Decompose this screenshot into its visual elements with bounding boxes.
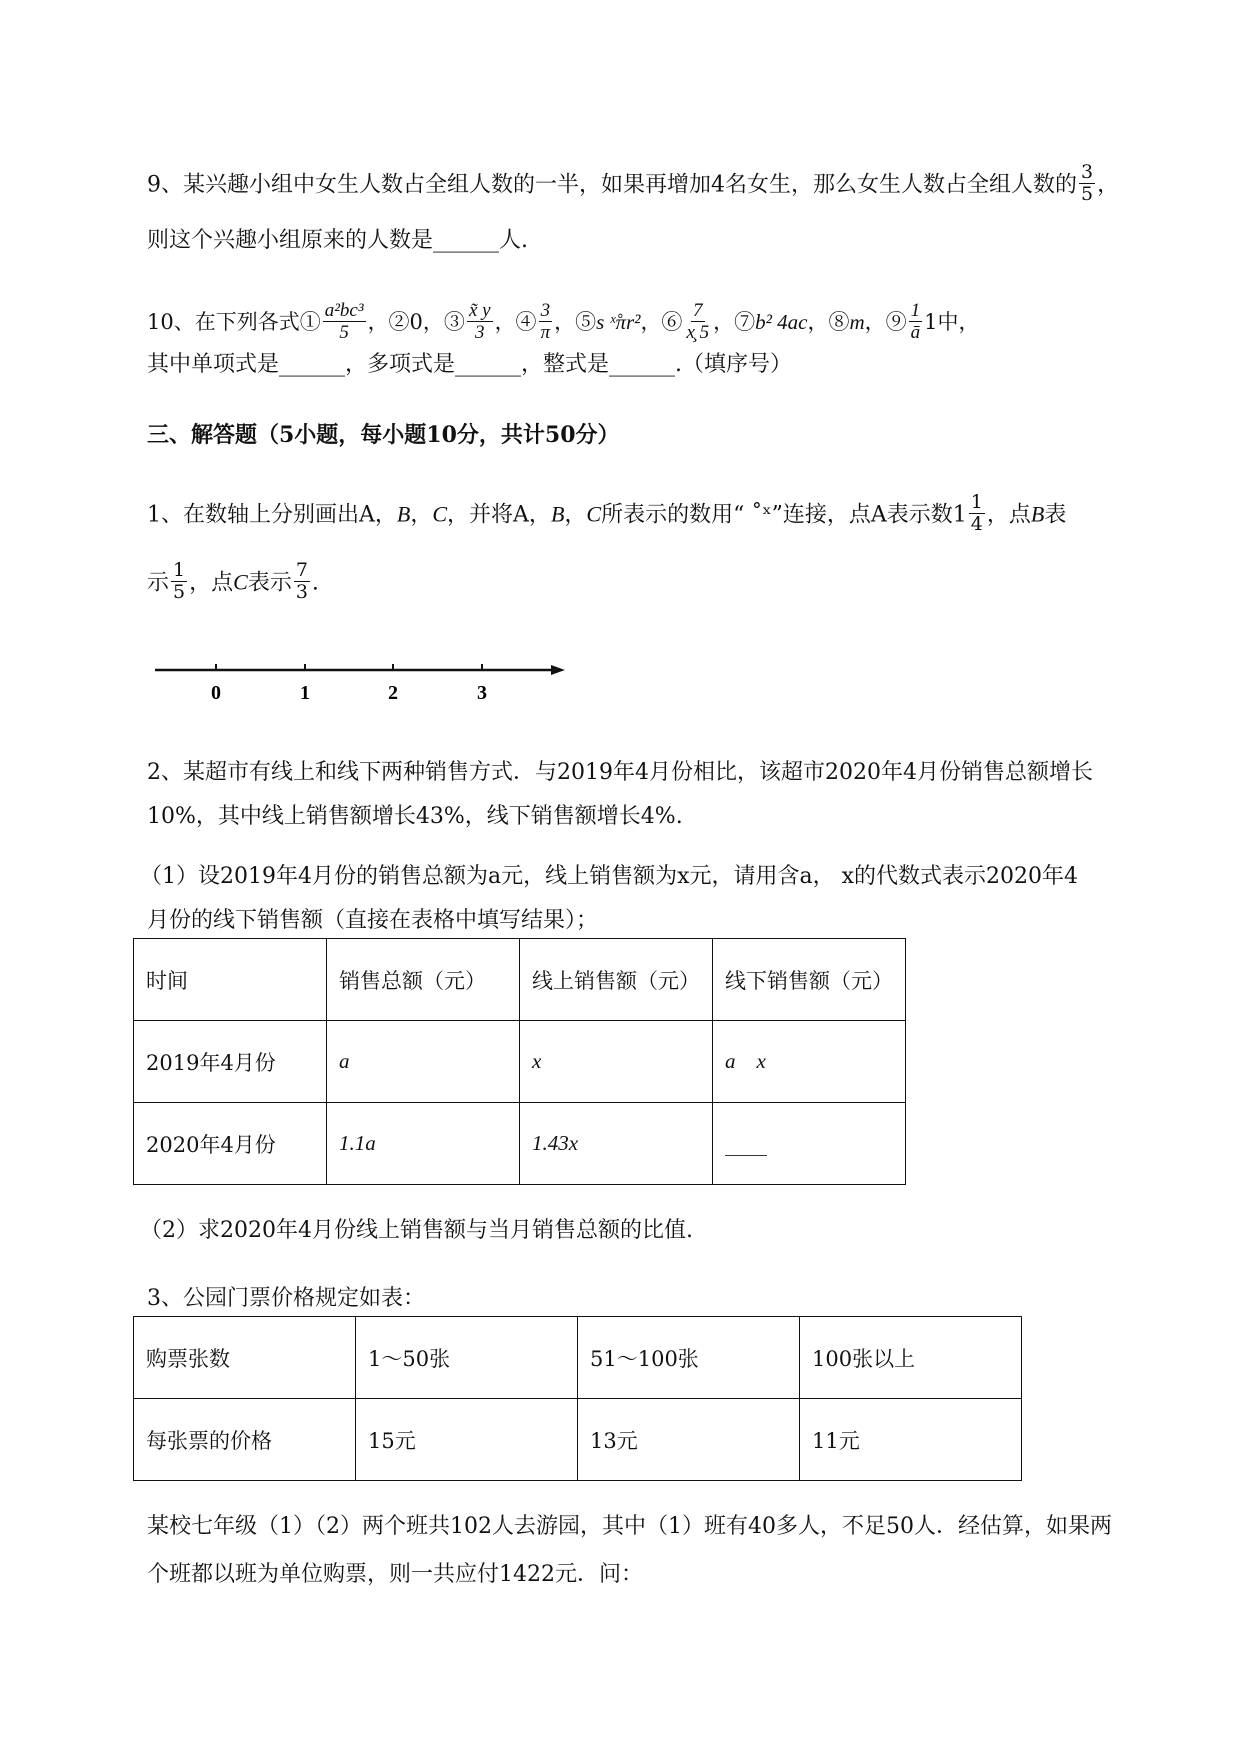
fraction-one-quarter: $\frac{1}{4}$ xyxy=(970,491,983,535)
q10-expr4: $\frac{3}{\pi}$ xyxy=(540,300,551,343)
row-2020-total: 1.1a xyxy=(327,1103,520,1185)
p3-line1: 3、公园门票价格规定如表： xyxy=(147,1286,425,1311)
q10-expr3: $\frac{x̃ y}{3}$ xyxy=(468,300,491,343)
header-offline: 线下销售额（元） xyxy=(713,939,906,1021)
q9-line1: 9、某兴趣小组中女生人数占全组人数的一半，如果再增加4名女生，那么女生人数占全组人数的 $\frac{3}{5}$ ， xyxy=(147,161,1120,205)
ticket-range-2: 51～100张 xyxy=(578,1317,800,1399)
p3-text-line1: 某校七年级（1）（2）两个班共102人去游园，其中（1）班有40多人，不足50人．经估算，如果两 xyxy=(147,1514,1112,1539)
q10-expr1: $\frac{\text{a²bc³}}{5}$ xyxy=(324,300,364,343)
p2-sub2: （2）求2020年4月份线上销售额与当月销售总额的比值. xyxy=(140,1218,693,1243)
number-line xyxy=(150,655,570,715)
row-2019-offline: a x xyxy=(713,1021,906,1103)
number-line-arrow xyxy=(551,665,565,675)
table-row xyxy=(134,1021,906,1103)
row-2019-time: 2019年4月份 xyxy=(134,1021,327,1103)
table-row xyxy=(134,1399,1022,1481)
q10-expr6: $\frac{7}{x̧ 5}$ xyxy=(686,300,710,343)
ticket-price-label: 每张票的价格 xyxy=(134,1399,356,1481)
tick-label-0: 0 xyxy=(211,682,221,704)
q10-expr8: m xyxy=(849,310,865,334)
p1-line2: 示 $\frac{1}{5}$ ，点C表示 $\frac{7}{3}$ . xyxy=(147,559,319,603)
ticket-price-table xyxy=(133,1316,1022,1481)
table-row xyxy=(134,1317,1022,1399)
tick-label-3: 3 xyxy=(477,682,487,704)
p2-sub1-line2: 月份的线下销售额（直接在表格中填写结果）； xyxy=(147,908,599,933)
row-2020-online: 1.43x xyxy=(520,1103,713,1185)
fraction-one-fifth: $\frac{1}{5}$ xyxy=(173,559,186,603)
sales-table-header-row xyxy=(134,939,906,1021)
ticket-range-3: 100张以上 xyxy=(800,1317,1022,1399)
row-2019-online: x xyxy=(520,1021,713,1103)
ticket-count-label: 购票张数 xyxy=(134,1317,356,1399)
p2-line2: 10%，其中线上销售额增长43%，线下销售额增长4%. xyxy=(147,804,683,829)
row-2020-time: 2020年4月份 xyxy=(134,1103,327,1185)
q10-line2: 其中单项式是______，多项式是______，整式是______.（填序号） xyxy=(147,352,792,377)
table-row xyxy=(134,1103,906,1185)
q10-expr9: $\frac{1}{ā}$ xyxy=(910,300,921,343)
q10-line1: 10、在下列各式① $\frac{\text{a²bc³}}{5}$ ，②0，③ $\frac{x̃ y}{3}$ ，④ $\frac{3}{\pi}$ ，⑤s ˣ̊πr²，⑥ $\frac{7}{x̧ 5}$ ，⑦b² 4ac，⑧m，⑨ $\frac{1}{ā}$ 1中， xyxy=(147,300,980,343)
q9-line2: 则这个兴趣小组原来的人数是______人. xyxy=(147,228,528,253)
fraction-three-fifths: $\frac{3}{5}$ xyxy=(1081,161,1094,205)
tick-label-2: 2 xyxy=(388,682,398,704)
sales-table xyxy=(133,938,906,1185)
section-title: 三、解答题（5小题，每小题10分，共计50分） xyxy=(147,422,620,448)
ticket-range-1: 1～50张 xyxy=(356,1317,578,1399)
row-2020-offline-blank: ____ xyxy=(713,1103,906,1185)
p3-text-line2: 个班都以班为单位购票，则一共应付1422元．问： xyxy=(147,1562,643,1587)
header-total: 销售总额（元） xyxy=(327,939,520,1021)
header-online: 线上销售额（元） xyxy=(520,939,713,1021)
tick-label-1: 1 xyxy=(300,682,310,704)
ticket-price-2: 13元 xyxy=(578,1399,800,1481)
ticket-price-3: 11元 xyxy=(800,1399,1022,1481)
q10-expr7: b² 4ac xyxy=(755,310,808,334)
q10-expr5: s ˣ̊πr² xyxy=(596,310,641,334)
header-time: 时间 xyxy=(134,939,327,1021)
row-2019-total: a xyxy=(327,1021,520,1103)
ticket-price-1: 15元 xyxy=(356,1399,578,1481)
p1-line1: 1、在数轴上分别画出A，B，C，并将A，B，C所表示的数用“ ˚ˣ”连接，点A表示数1 $\frac{1}{4}$ ，点B表 xyxy=(147,491,1067,535)
p2-sub1-line1: （1）设2019年4月份的销售总额为a元，线上销售额为x元，请用含a， x的代数式表示2020年4 xyxy=(140,864,1079,889)
p2-line1: 2、某超市有线上和线下两种销售方式．与2019年4月份相比，该超市2020年4月份销售总额增长 xyxy=(147,760,1093,785)
fraction-seven-thirds: $\frac{7}{3}$ xyxy=(295,559,308,603)
